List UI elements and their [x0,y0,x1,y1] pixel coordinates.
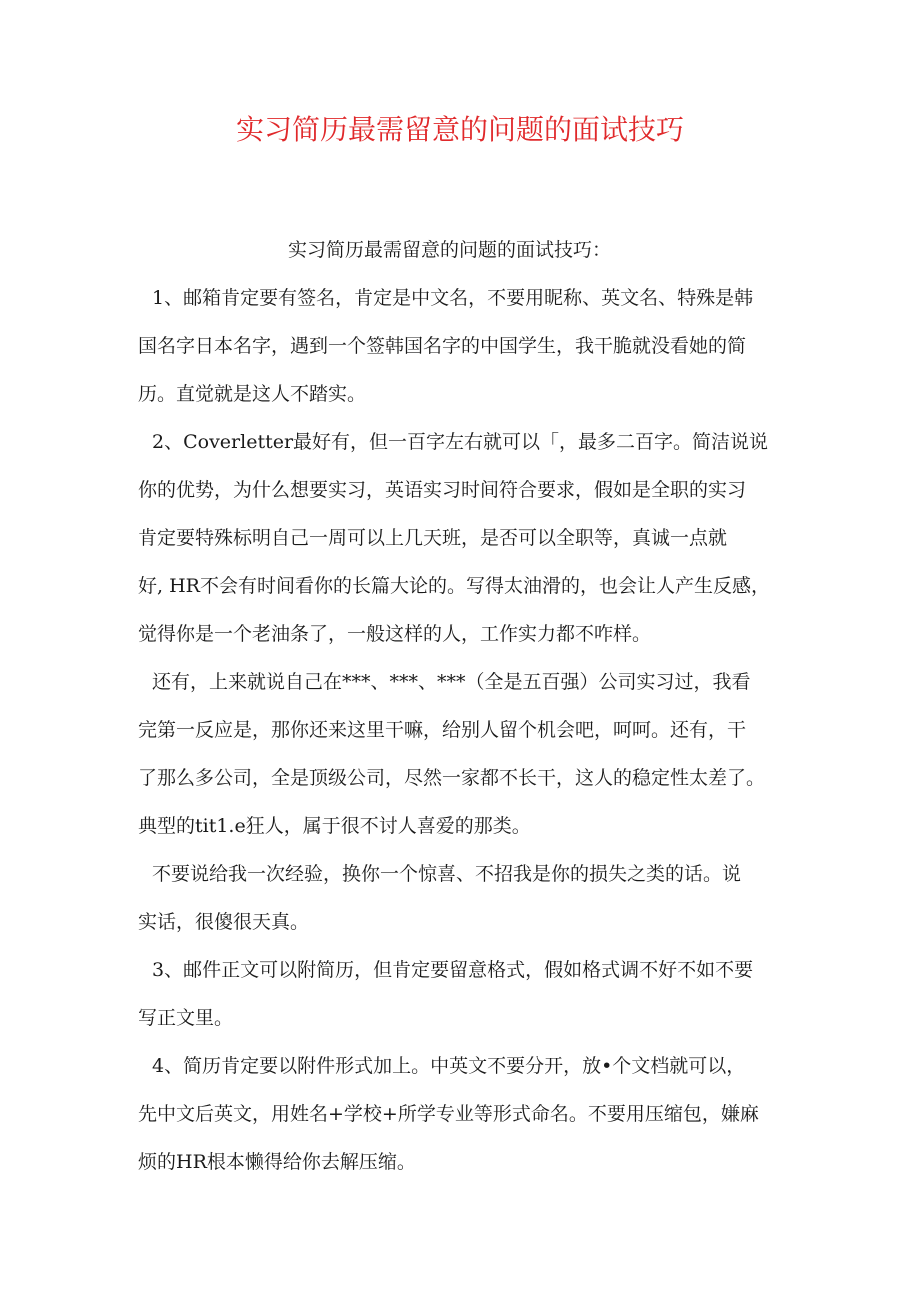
page-title: 实习简历最需留意的问题的面试技巧 [235,113,684,146]
paragraph-line: 4、简历肯定要以附件形式加上。中英文不要分开，放•个文档就可以， [152,1055,746,1077]
paragraph-line: 觉得你是一个老油条了，一般这样的人，工作实力都不咋样。 [138,623,652,645]
paragraph-line: 典型的tit1.e狂人，属于很不讨人喜爱的那类。 [138,815,531,837]
paragraph-1 [138,274,786,418]
paragraph-line: 烦的HR根本懒得给你去解压缩。 [138,1151,416,1173]
paragraph-line: 不要说给我一次经验，换你一个惊喜、不招我是你的损失之类的话。说 [152,863,742,885]
paragraph-line: 还有，上来就说自己在***、***、***（全是五百强）公司实习过，我看 [152,671,751,693]
paragraph-5 [138,946,786,1042]
paragraph-line: 1、邮箱肯定要有签名，肯定是中文名，不要用昵称、英文名、特殊是韩 [152,287,754,309]
paragraph-line: 历。直觉就是这人不踏实。 [138,383,367,405]
paragraph-3 [138,658,786,850]
paragraph-line: 2、Coverletter最好有，但一百字左右就可以「，最多二百字。简洁说说 [152,431,769,453]
paragraph-line: 你的优势，为什么想要实习，英语实习时间符合要求，假如是全职的实习 [138,479,747,501]
paragraph-line: 国名字日本名字，遇到一个签韩国名字的中国学生，我干脆就没看她的简 [138,335,747,357]
paragraph-4 [138,850,786,946]
paragraph-line: 好, HR不会有时间看你的长篇大论的。写得太油滑的，也会让人产生反感， [138,575,770,597]
paragraph-line: 了那么多公司，全是顶级公司，尽然一家都不长干，这人的稳定性太差了。 [138,767,766,789]
paragraph-line: 肯定要特殊标明自己一周可以上几天班，是否可以全职等，真诚一点就 [138,527,728,549]
document-body [138,226,786,1186]
paragraph-line: 3、邮件正文可以附简历，但肯定要留意格式，假如格式调不好不如不要 [152,959,754,981]
paragraph-line: 完第一反应是，那你还来这里干嘛，给别人留个机会吧，呵呵。还有，干 [138,719,747,741]
paragraph-line: 写正文里。 [138,1007,234,1029]
paragraph-line: 实话，很傻很天真。 [138,911,310,933]
section-subtitle: 实习简历最需留意的问题的面试技巧： [288,239,612,261]
paragraph-2 [138,418,786,658]
paragraph-6 [138,1042,786,1186]
paragraph-line: 先中文后英文，用姓名+学校+所学专业等形式命名。不要用压缩包，嫌麻 [138,1103,759,1125]
